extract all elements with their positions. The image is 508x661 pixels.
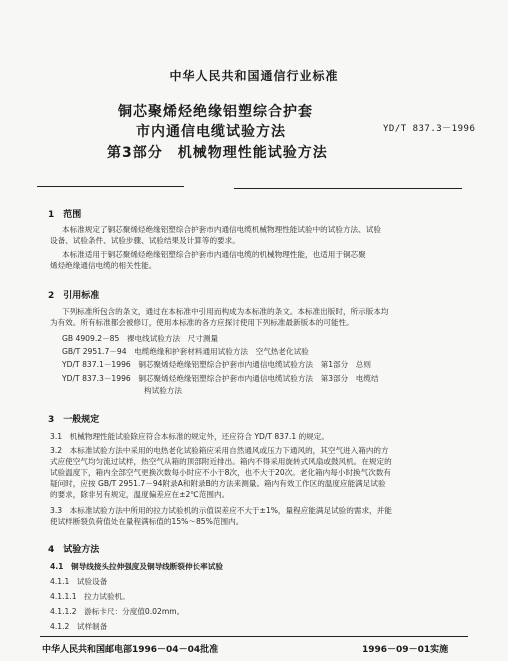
reference-item-continuation: 构试验方法 bbox=[144, 386, 182, 395]
title-line-2: 市内通信电缆试验方法 bbox=[136, 124, 286, 140]
footer-divider bbox=[40, 636, 468, 637]
section-1-paragraph-1-line-2: 设备、试验条件、试验步骤、试验结果及计算等的要求。 bbox=[50, 236, 240, 245]
clause-4-1-1: 4.1.1 试验设备 bbox=[50, 577, 108, 586]
section-2-paragraph-line-2: 为有效。所有标准都会被修订，使用本标准的各方应探讨使用下列标准最新版本的可能性。 bbox=[50, 318, 354, 327]
clause-4-1: 4.1 铜导线接头拉伸强度及铜导线断裂伸长率试验 bbox=[50, 562, 223, 571]
title-line-1: 铜芯聚烯烃绝缘铝塑综合护套 bbox=[118, 104, 313, 120]
clause-4-1-1-1: 4.1.1.1 拉力试验机。 bbox=[50, 592, 130, 601]
clause-3-2-line-2: 式应使空气均匀流过试样，热空气从箱的顶部附近排出。箱内不得采用旋转式风扇或鼓风机。在规定的 bbox=[50, 457, 392, 466]
clause-3-2-line-4: 疑问时，应按 GB/T 2951.7－94附录A和附录B的方法来测量。箱内有效工作区的温度应能满足试验 bbox=[50, 479, 386, 488]
header-divider-right bbox=[234, 188, 462, 189]
reference-item: YD/T 837.3－1996 铜芯聚烯烃绝缘铝塑综合护套市内通信电缆试验方法 第3部分 电缆结 bbox=[62, 374, 379, 383]
clause-4-1-2: 4.1.2 试样制备 bbox=[50, 622, 108, 631]
approval-notice: 中华人民共和国邮电部1996－04－04批准 bbox=[42, 645, 219, 655]
section-1-paragraph-1-line-1: 本标准规定了铜芯聚烯烃绝缘铝塑综合护套市内通信电缆机械物理性能试验中的试验方法、试验 bbox=[62, 225, 381, 234]
clause-3-2-line-3: 试验温度下，箱内全部空气更换次数每小时应不小于8次，也不大于20次。老化箱内每小时换气次数有 bbox=[50, 468, 392, 477]
section-1-paragraph-2-line-1: 本标准适用于铜芯聚烯烃绝缘铝塑综合护套市内通信电缆的机械物理性能，也适用于铜芯聚 bbox=[62, 250, 366, 259]
section-2-paragraph-line-1: 下列标准所包含的条文，通过在本标准中引用而构成为本标准的条文。本标准出版时，所示版本均 bbox=[62, 307, 389, 316]
effective-date: 1996－09－01实施 bbox=[362, 645, 449, 655]
section-1-paragraph-2-line-2: 烯烃绝缘通信电缆的相关性能。 bbox=[50, 261, 157, 270]
header-divider-left bbox=[37, 186, 184, 187]
clause-4-1-1-2: 4.1.1.2 游标卡尺：分度值0.02mm。 bbox=[50, 607, 185, 616]
issuing-authority: 中华人民共和国通信行业标准 bbox=[169, 69, 339, 83]
section-3-heading: 3 一般规定 bbox=[48, 415, 100, 425]
section-1-heading: 1 范围 bbox=[48, 210, 82, 220]
standard-code: YD/T 837.3－1996 bbox=[383, 124, 476, 134]
section-2-heading: 2 引用标准 bbox=[48, 291, 100, 301]
clause-3-3-line-2: 使试样断裂负荷值处在量程满标值的15%～85%范围内。 bbox=[50, 517, 244, 526]
clause-3-2-line-1: 3.2 本标准试验方法中采用的电热老化试验箱应采用自然通风或压力下通风的，其空气进入箱内的方 bbox=[50, 446, 389, 455]
title-line-3: 第3部分 机械物理性能试验方法 bbox=[107, 145, 328, 161]
clause-3-2-line-5: 的要求，除非另有规定，温度偏差应在±2℃范围内。 bbox=[50, 490, 230, 499]
clause-3-1: 3.1 机械物理性能试验除应符合本标准的规定外，还应符合 YD/T 837.1 的规定。 bbox=[50, 432, 329, 441]
clause-3-3-line-1: 3.3 本标准试验方法中所用的拉力试验机的示值误差应不大于±1%，量程应能满足试验的需求，并能 bbox=[50, 506, 392, 515]
reference-item: YD/T 837.1－1996 铜芯聚烯烃绝缘铝塑综合护套市内通信电缆试验方法 第1部分 总则 bbox=[62, 360, 371, 369]
reference-item: GB/T 2951.7－94 电缆绝缘和护套材料通用试验方法 空气热老化试验 bbox=[62, 347, 309, 356]
reference-item: GB 4909.2－85 裸电线试验方法 尺寸测量 bbox=[62, 334, 219, 343]
section-4-heading: 4 试验方法 bbox=[48, 545, 100, 555]
